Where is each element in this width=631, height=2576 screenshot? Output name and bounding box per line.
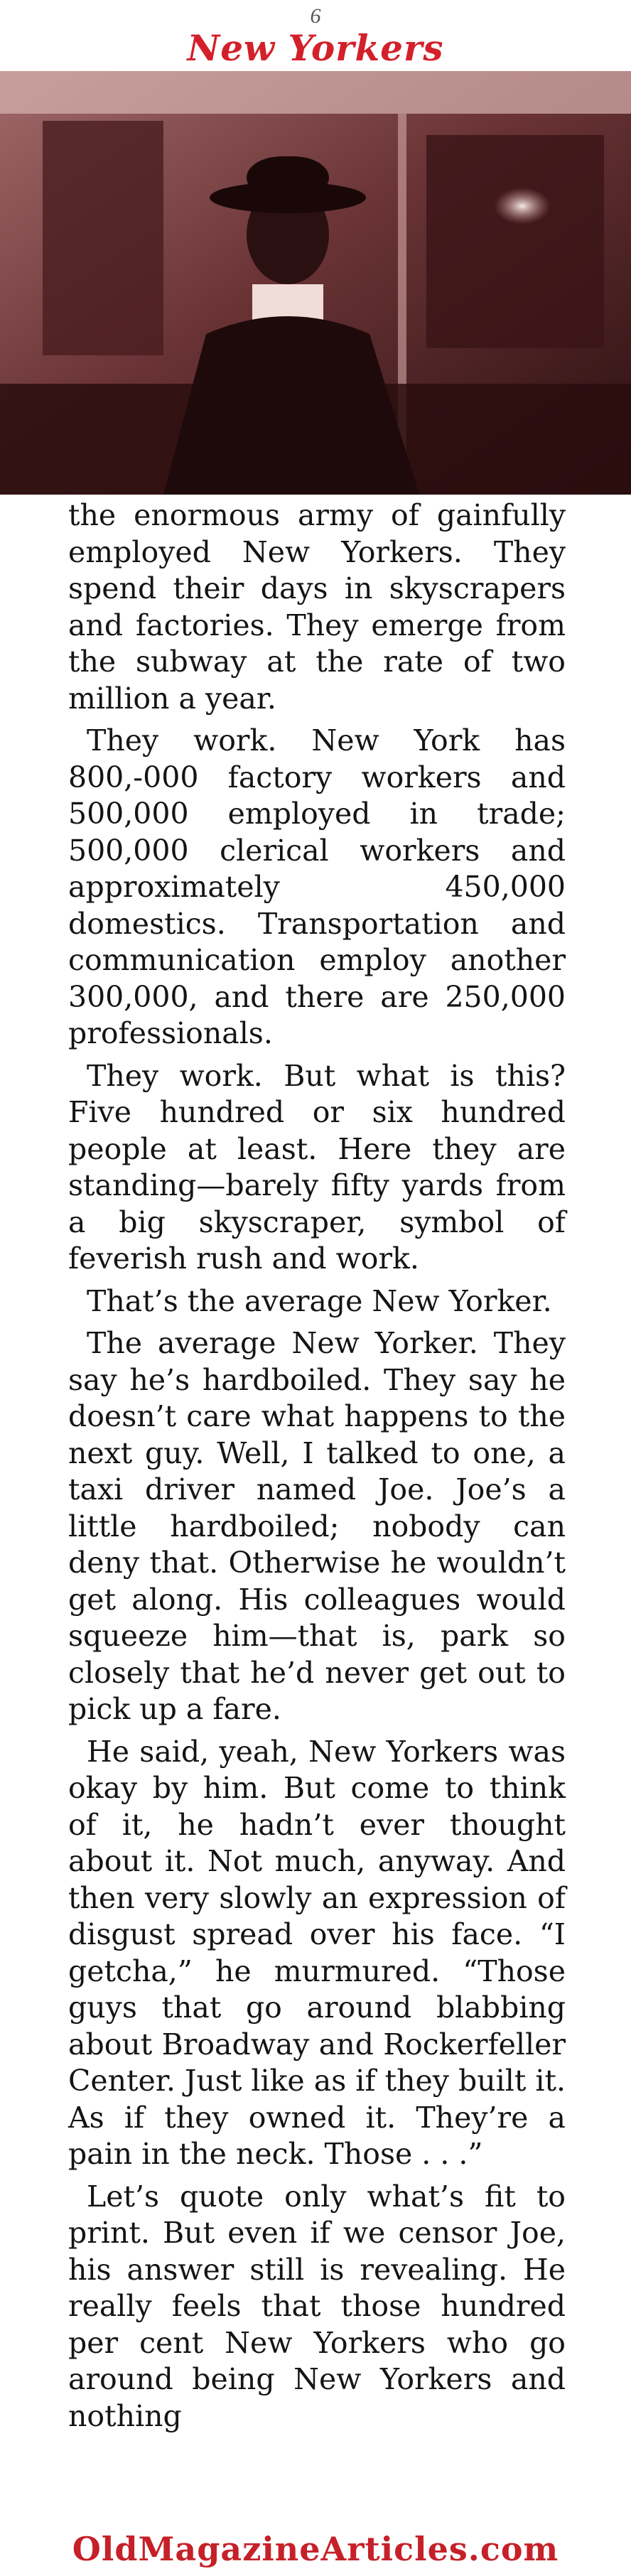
paragraph: They work. New York has 800,-000 factory workers and 500,000 employed in trade; 500,000 clerical workers and approximately 450,000 domestics. Transportation and communication employ another 300,000, and there are 250,000 professionals. <box>68 723 566 1050</box>
man-in-bowler-hat-photo <box>0 71 631 495</box>
paragraph: the enormous army of gainfully employed New Yorkers. They spend their days in skyscrapers and factories. They emerge from the subway at the rate of two million a year. <box>68 498 566 716</box>
paragraph: He said, yeah, New Yorkers was okay by him. But come to think of it, he hadn’t ever thought about it. Not much, anyway. And then very slowly an expression of disgust spread over his face. “I getcha,” he murmured. “Those guys that go around blabbing about Broadway and Rockerfeller Center. Just like as if they built it. As if they owned it. They’re a pain in the neck. Those . . .” <box>68 1734 566 2171</box>
site-footer: OldMagazineArticles.com <box>72 2530 559 2568</box>
page-number: 6 <box>310 4 321 28</box>
paragraph: Let’s quote only what’s fit to print. But even if we censor Joe, his answer still is revealing. He really feels that those hundred per cent New Yorkers who go around being New Yorkers and nothing <box>68 2179 566 2433</box>
page-title: New Yorkers <box>187 27 444 69</box>
paragraph: That’s the average New Yorker. <box>87 1283 552 1318</box>
paragraph: The average New Yorker. They say he’s hardboiled. They say he doesn’t care what happens to the next guy. Well, I talked to one, a taxi driver named Joe. Joe’s a little hardboiled; nobody can deny that. Otherwise he wouldn’t get along. His colleagues would squeeze him—that is, park so closely that he’d never get out to pick up a fare. <box>68 1326 566 1726</box>
paragraph: They work. But what is this? Five hundred or six hundred people at least. Here they are standing—barely fifty yards from a big skyscraper, symbol of feverish rush and work. <box>68 1058 566 1276</box>
article-body <box>68 497 566 2435</box>
